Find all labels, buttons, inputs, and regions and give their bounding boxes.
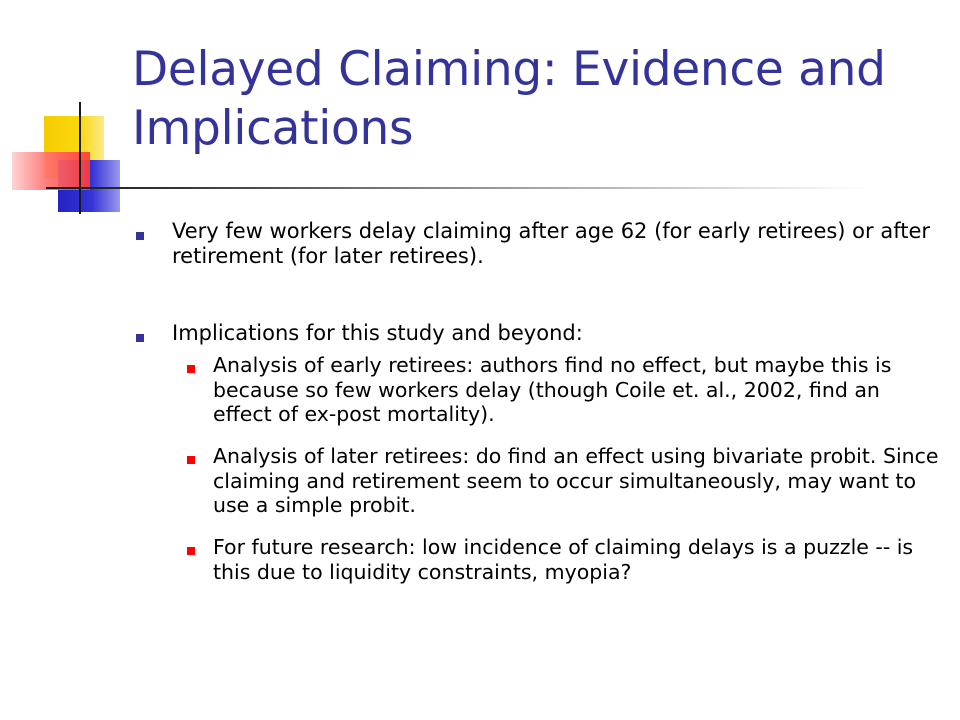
sub-bullet-marker-1 xyxy=(187,365,195,373)
sub-bullet-marker-3 xyxy=(187,547,195,555)
slide-title: Delayed Claiming: Evidence and Implications xyxy=(132,42,886,156)
bullet-marker-2 xyxy=(136,334,144,342)
sub-bullet-2-text: Analysis of later retirees: do find an effect using bivariate probit. Since claiming and retirement seem to occur simultaneously, may want to use a simple probit. xyxy=(213,444,939,517)
sub-bullet-3-text: For future research: low incidence of claiming delays is a puzzle -- is this due to liquidity constraints, myopia? xyxy=(213,535,914,584)
bullet-2-text: Implications for this study and beyond: xyxy=(172,321,583,345)
sub-bullet-1-text: Analysis of early retirees: authors find no effect, but maybe this is because so few workers delay (though Coile et. al., 2002, find an effect of ex-post mortality). xyxy=(213,353,892,426)
bullet-1-text: Very few workers delay claiming after age 62 (for early retirees) or after retirement (for later retirees). xyxy=(172,219,931,268)
bullet-marker-1 xyxy=(136,232,144,240)
sub-bullet-marker-2 xyxy=(187,456,195,464)
